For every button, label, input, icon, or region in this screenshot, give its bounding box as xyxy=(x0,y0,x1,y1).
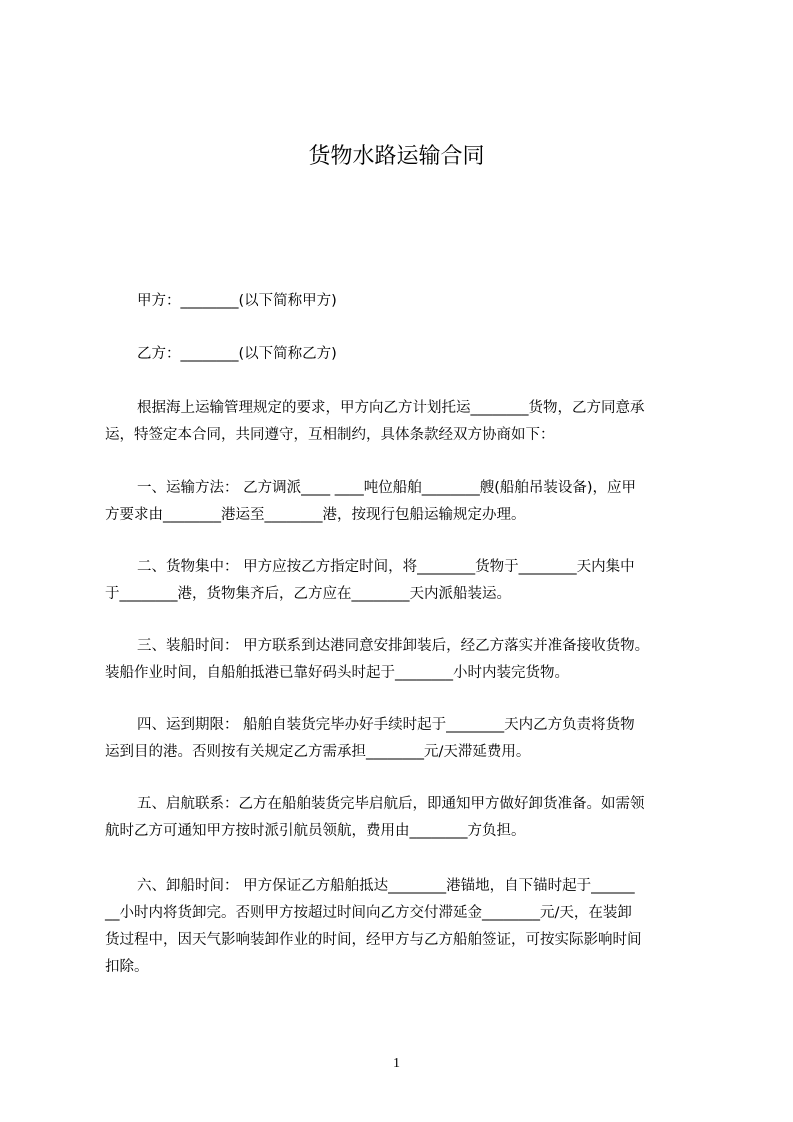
clause-6-line-2: __小时内将货卸完。否则甲方按超过时间向乙方交付滞延金________元/天，在装卸 xyxy=(105,905,632,921)
clause-5-line-2: 航时乙方可通知甲方按时派引航员领航，费用由________方负担。 xyxy=(105,823,526,839)
clause-3-line-1: 三、装船时间： 甲方联系到达港同意安排卸装后，经乙方落实并准备接收货物。 xyxy=(137,638,650,654)
party-b-line: 乙方：________(以下简称乙方) xyxy=(137,346,337,362)
clause-4-line-1: 四、运到期限： 船舶自装货完毕办好手续时起于________天内乙方负责将货物 xyxy=(137,717,635,733)
intro-line-2: 运，特签定本合同，共同遵守，互相制约，具体条款经双方协商如下： xyxy=(105,427,555,443)
clause-1-line-2: 方要求由________港运至________港，按现行包船运输规定办理。 xyxy=(105,507,526,523)
clause-6-line-4: 扣除。 xyxy=(105,959,149,975)
intro-line-1: 根据海上运输管理规定的要求，甲方向乙方计划托运________货物，乙方同意承 xyxy=(137,400,645,416)
page-number: 1 xyxy=(393,1056,400,1071)
clause-4-line-2: 运到目的港。否则按有关规定乙方需承担________元/天滞延费用。 xyxy=(105,744,531,760)
clause-2-line-1: 二、货物集中： 甲方应按乙方指定时间，将________货物于________天内集中 xyxy=(137,559,635,575)
document-title: 货物水路运输合同 xyxy=(308,144,485,169)
clause-1-line-1: 一、运输方法： 乙方调派____ ____吨位船舶________艘(船舶吊装设备)，应甲 xyxy=(137,480,637,496)
clause-6-line-3: 货过程中，因天气影响装卸作业的时间，经甲方与乙方船舶签证，可按实际影响时间 xyxy=(105,932,642,948)
clause-3-line-2: 装船作业时间，自船舶抵港已靠好码头时起于________小时内装完货物。 xyxy=(105,665,569,681)
clause-2-line-2: 于________港，货物集齐后，乙方应在________天内派船装运。 xyxy=(105,586,511,602)
clause-6-line-1: 六、卸船时间： 甲方保证乙方船舶抵达________港锚地，自下锚时起于______ xyxy=(137,878,635,894)
party-a-line: 甲方：________(以下简称甲方) xyxy=(137,293,337,309)
clause-5-line-1: 五、启航联系：乙方在船舶装货完毕启航后，即通知甲方做好卸货准备。如需领 xyxy=(137,796,645,812)
